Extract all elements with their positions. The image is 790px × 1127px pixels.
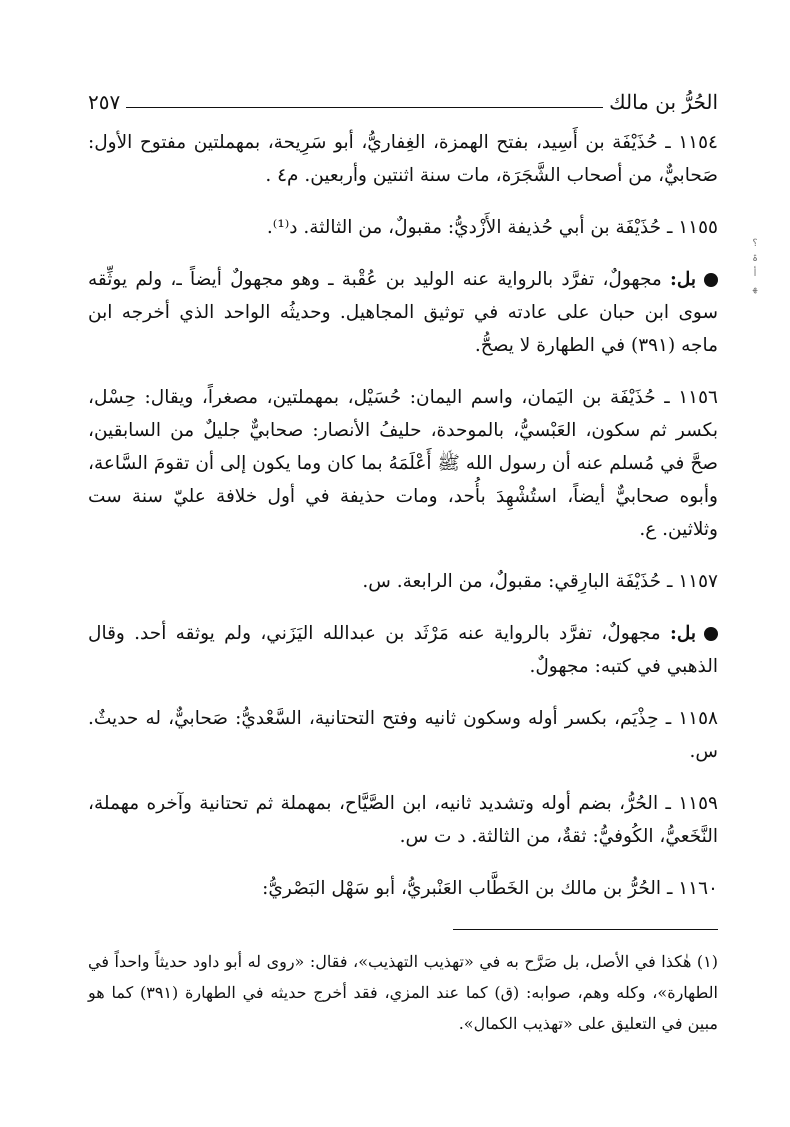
note-text: مجهولٌ، تفرَّد بالرواية عنه الوليد بن عُقْبة ـ وهو مجهولٌ أيضاً ـ، ولم يوثِّقه سوى ابن حبان على عادته في توثيق المجاهيل. وحديثُه الواحد الذي أخرجه ابن ماجه (٣٩١) في الطهارة لا يصحُّ. bbox=[88, 269, 718, 356]
entry-1156: ١١٥٦ ـ حُذَيْفَة بن اليَمان، واسم اليمان: حُسَيْل، بمهملتين، مصغراً، ويقال: حِسْل، بكسر ثم سكون، العَبْسيُّ، بالموحدة، حليفُ الأنصار: صحابيٌّ جليلٌ من السابقين، صحَّ في مُسلم عنه أن رسول الله ﷺ أَعْلَمَهُ بما كان وما يكون إلى أن تقومَ السَّاعة، وأبوه صحابيٌّ أيضاً، استُشْهِدَ بأُحد، ومات حذيفة في أول خلافة عليّ سنة ست وثلاثين. ع. bbox=[88, 387, 718, 540]
header-rule bbox=[126, 107, 603, 108]
note-lead: بل: bbox=[670, 623, 696, 644]
entry-1158: ١١٥٨ ـ حِذْيَم، بكسر أوله وسكون ثانيه وفتح التحتانية، السَّعْديُّ: صَحابيٌّ، له حديثٌ. س. bbox=[88, 708, 718, 762]
margin-mark: ۃ bbox=[752, 253, 758, 264]
margin-mark: أ bbox=[753, 268, 757, 279]
page-number: ٢٥٧ bbox=[88, 90, 121, 114]
entry-1160: ١١٦٠ ـ الحُرُّ بن مالك بن الخَطَّاب العَنْبريُّ، أبو سَهْل البَصْريُّ: bbox=[262, 878, 718, 899]
running-header bbox=[88, 84, 718, 114]
margin-marks bbox=[746, 236, 764, 296]
note-lead: بل: bbox=[670, 269, 696, 290]
document-page bbox=[88, 84, 718, 1055]
bullet-icon bbox=[704, 273, 718, 287]
running-title: الحُرُّ بن مالك bbox=[609, 90, 718, 114]
editor-note-1157 bbox=[88, 617, 718, 683]
editor-note-1155 bbox=[88, 263, 718, 362]
entry-1159: ١١٥٩ ـ الحُرُّ، بضم أوله وتشديد ثانيه، ابن الصَّيَّاح، بمهملة ثم تحتانية وآخره مهملة، النَّخَعيُّ، الكُوفيُّ: ثقةٌ، من الثالثة. د ت س. bbox=[88, 793, 718, 847]
entry-1155: ١١٥٥ ـ حُذَيْفَة بن أبي حُذيفة الأَزْديُّ: مقبولٌ، من الثالثة. د⁽¹⁾. bbox=[266, 217, 718, 238]
bullet-icon bbox=[704, 627, 718, 641]
entry-1157: ١١٥٧ ـ حُذَيْفَة البارِقي: مقبولٌ، من الرابعة. س. bbox=[362, 571, 718, 592]
entry-1154: ١١٥٤ ـ حُذَيْفَة بن أَسِيد، بفتح الهمزة، الغِفاريُّ، أبو سَرِيحة، بمهملتين مفتوح الأول: صَحابيٌّ، من أصحاب الشَّجَرَة، مات سنة اثنتين وأربعين. م٤ . bbox=[88, 132, 718, 186]
footnote-1: (١) هٰكذا في الأصل، بل صَرَّح به في «تهذيب التهذيب»، فقال: «روى له أبو داود حديثاً واحداً في الطهارة»، وكله وهم، صوابه: (ق) كما عند المزي، فقد أخرج حديثه في الطهارة (٣٩١) كما هو مبين في التعليق على «تهذيب الكمال». bbox=[88, 952, 719, 1033]
note-text: مجهولٌ، تفرَّد بالرواية عنه مَرْثَد بن عبدالله اليَزَني، ولم يوثقه أحد. وقال الذهبي في كتبه: مجهولٌ. bbox=[88, 623, 718, 677]
margin-mark: ؟ bbox=[752, 238, 758, 249]
margin-mark: ﮭ bbox=[752, 283, 758, 294]
footnote-separator bbox=[453, 929, 718, 930]
